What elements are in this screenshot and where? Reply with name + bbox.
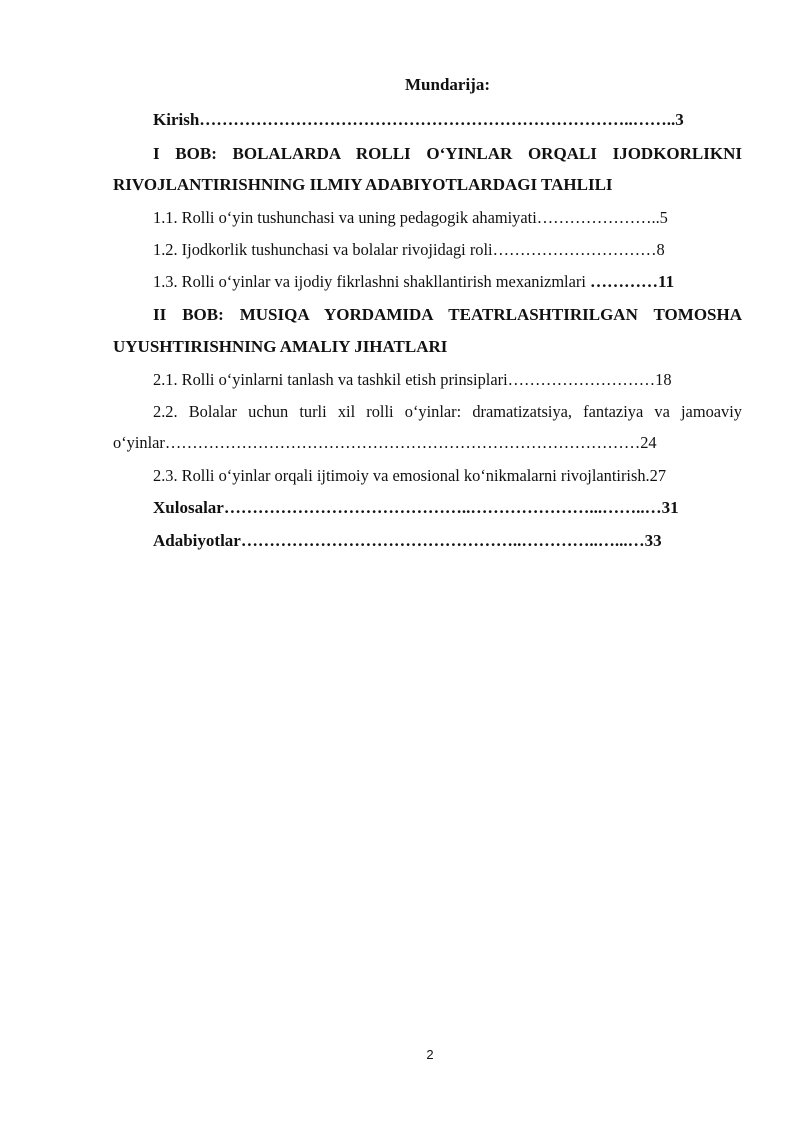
- toc-chapter-2-title-line2: UYUSHTIRISHNING AMALIY JIHATLARI: [113, 337, 448, 356]
- toc-entry-1-3: [153, 272, 674, 292]
- toc-chapter-1-title-line2: RIVOJLANTIRISHNING ILMIY ADABIYOTLARDAGI TAHLILI: [113, 175, 613, 194]
- toc-entry-kirish: Kirish…………………………………………………………………..……..3: [153, 110, 684, 129]
- toc-entry-1-2: 1.2. Ijodkorlik tushunchasi va bolalar rivojidagi roli…………………………8: [153, 240, 665, 259]
- toc-entry-1-3-text: 1.3. Rolli o‘yinlar va ijodiy fikrlashni shakllantirish mexanizmlari: [153, 272, 591, 291]
- toc-entry-2-2-line2: o‘yinlar……………………………………………………………………………24: [113, 433, 657, 452]
- toc-entry-2-2-line1: 2.2. Bolalar uchun turli xil rolli o‘yinlar: dramatizatsiya, fantaziya va jamoaviy: [153, 402, 742, 421]
- toc-entry-adabiyotlar: Adabiyotlar…………………………………………..…………..…...…33: [153, 531, 662, 550]
- toc-entry-1-3-page: …………11: [590, 272, 675, 291]
- toc-entry-2-3: 2.3. Rolli o‘yinlar orqali ijtimoiy va emosional ko‘nikmalarni rivojlantirish.27: [153, 466, 667, 485]
- toc-entry-xulosalar: Xulosalar……………………………………..…………………...……..…31: [153, 498, 679, 517]
- toc-chapter-1-title-line1: I BOB: BOLALARDA ROLLI O‘YINLAR ORQALI IJODKORLIKNI: [153, 144, 742, 163]
- toc-title: Mundarija:: [405, 75, 490, 94]
- toc-chapter-2-title-line1: II BOB: MUSIQA YORDAMIDA TEATRLASHTIRILGAN TOMOSHA: [153, 305, 742, 324]
- page-number: 2: [426, 1047, 434, 1062]
- toc-entry-2-1: 2.1. Rolli o‘yinlarni tanlash va tashkil etish prinsiplari………………………18: [153, 370, 672, 389]
- toc-entry-1-1: 1.1. Rolli o‘yin tushunchasi va uning pedagogik ahamiyati…………………..5: [153, 208, 668, 227]
